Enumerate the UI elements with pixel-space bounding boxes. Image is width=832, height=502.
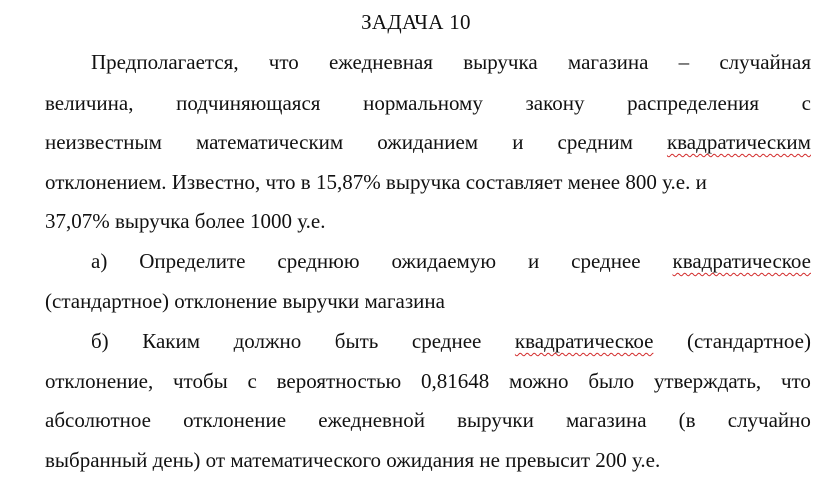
- item-b-line-1: [91, 327, 811, 355]
- word: 0,81648: [421, 369, 490, 393]
- item-marker: б): [91, 329, 109, 353]
- word: нормальному: [363, 91, 483, 115]
- word: среднюю: [277, 249, 360, 273]
- word: с: [801, 91, 811, 115]
- word: отклонение: [183, 408, 287, 432]
- word: величина,: [45, 91, 134, 115]
- word: среднее: [571, 249, 641, 273]
- word: Определите: [139, 249, 246, 273]
- word: было: [588, 369, 635, 393]
- word: закону: [525, 91, 585, 115]
- word: ежедневной: [318, 408, 425, 432]
- word: ожидаемую: [391, 249, 497, 273]
- item-a-line-1: [91, 247, 811, 275]
- word: магазина: [567, 50, 649, 74]
- word: Предполагается,: [91, 50, 239, 74]
- paragraph-line-5: 37,07% выручка более 1000 у.е.: [45, 209, 326, 233]
- item-b-line-3: [45, 406, 811, 434]
- spellcheck-word: квадратическое: [514, 329, 654, 353]
- paragraph-line-1: [91, 48, 811, 76]
- word: должно: [233, 329, 302, 353]
- word: выручка: [463, 50, 538, 74]
- spellcheck-word: квадратическим: [666, 130, 811, 154]
- word: ежедневная: [328, 50, 433, 74]
- word: что: [780, 369, 811, 393]
- paragraph-line-2: [45, 89, 811, 117]
- word: и: [512, 130, 524, 154]
- word: Каким: [142, 329, 201, 353]
- word: случайно: [727, 408, 811, 432]
- word: (стандартное): [686, 329, 811, 353]
- spellcheck-word: квадратическое: [672, 249, 811, 273]
- word: ожиданием: [377, 130, 479, 154]
- item-b-line-4: выбранный день) от математического ожидания не превысит 200 у.е.: [45, 448, 661, 472]
- word: быть: [334, 329, 379, 353]
- problem-title: ЗАДАЧА 10: [361, 10, 471, 34]
- word: абсолютное: [45, 408, 151, 432]
- word: подчиняющаяся: [176, 91, 321, 115]
- word: случайная: [719, 50, 811, 74]
- word: и: [527, 249, 540, 273]
- word: среднее: [411, 329, 482, 353]
- item-b-line-2: [45, 367, 811, 395]
- item-marker: а): [91, 249, 108, 273]
- word: отклонение,: [45, 369, 154, 393]
- word: выручки: [457, 408, 534, 432]
- word: с: [247, 369, 257, 393]
- word: утверждать,: [653, 369, 762, 393]
- word: неизвестным: [45, 130, 162, 154]
- word: вероятностью: [276, 369, 402, 393]
- word: математическим: [195, 130, 344, 154]
- word: магазина: [566, 408, 647, 432]
- paragraph-line-4: отклонением. Известно, что в 15,87% выручка составляет менее 800 у.е. и: [45, 170, 707, 194]
- word: чтобы: [172, 369, 228, 393]
- word: распределения: [627, 91, 759, 115]
- item-a-line-2: (стандартное) отклонение выручки магазина: [45, 289, 445, 313]
- word: можно: [509, 369, 569, 393]
- word: –: [678, 50, 690, 74]
- word: что: [268, 50, 299, 74]
- word: средним: [557, 130, 633, 154]
- word: (в: [678, 408, 696, 432]
- paragraph-line-3: [45, 128, 811, 156]
